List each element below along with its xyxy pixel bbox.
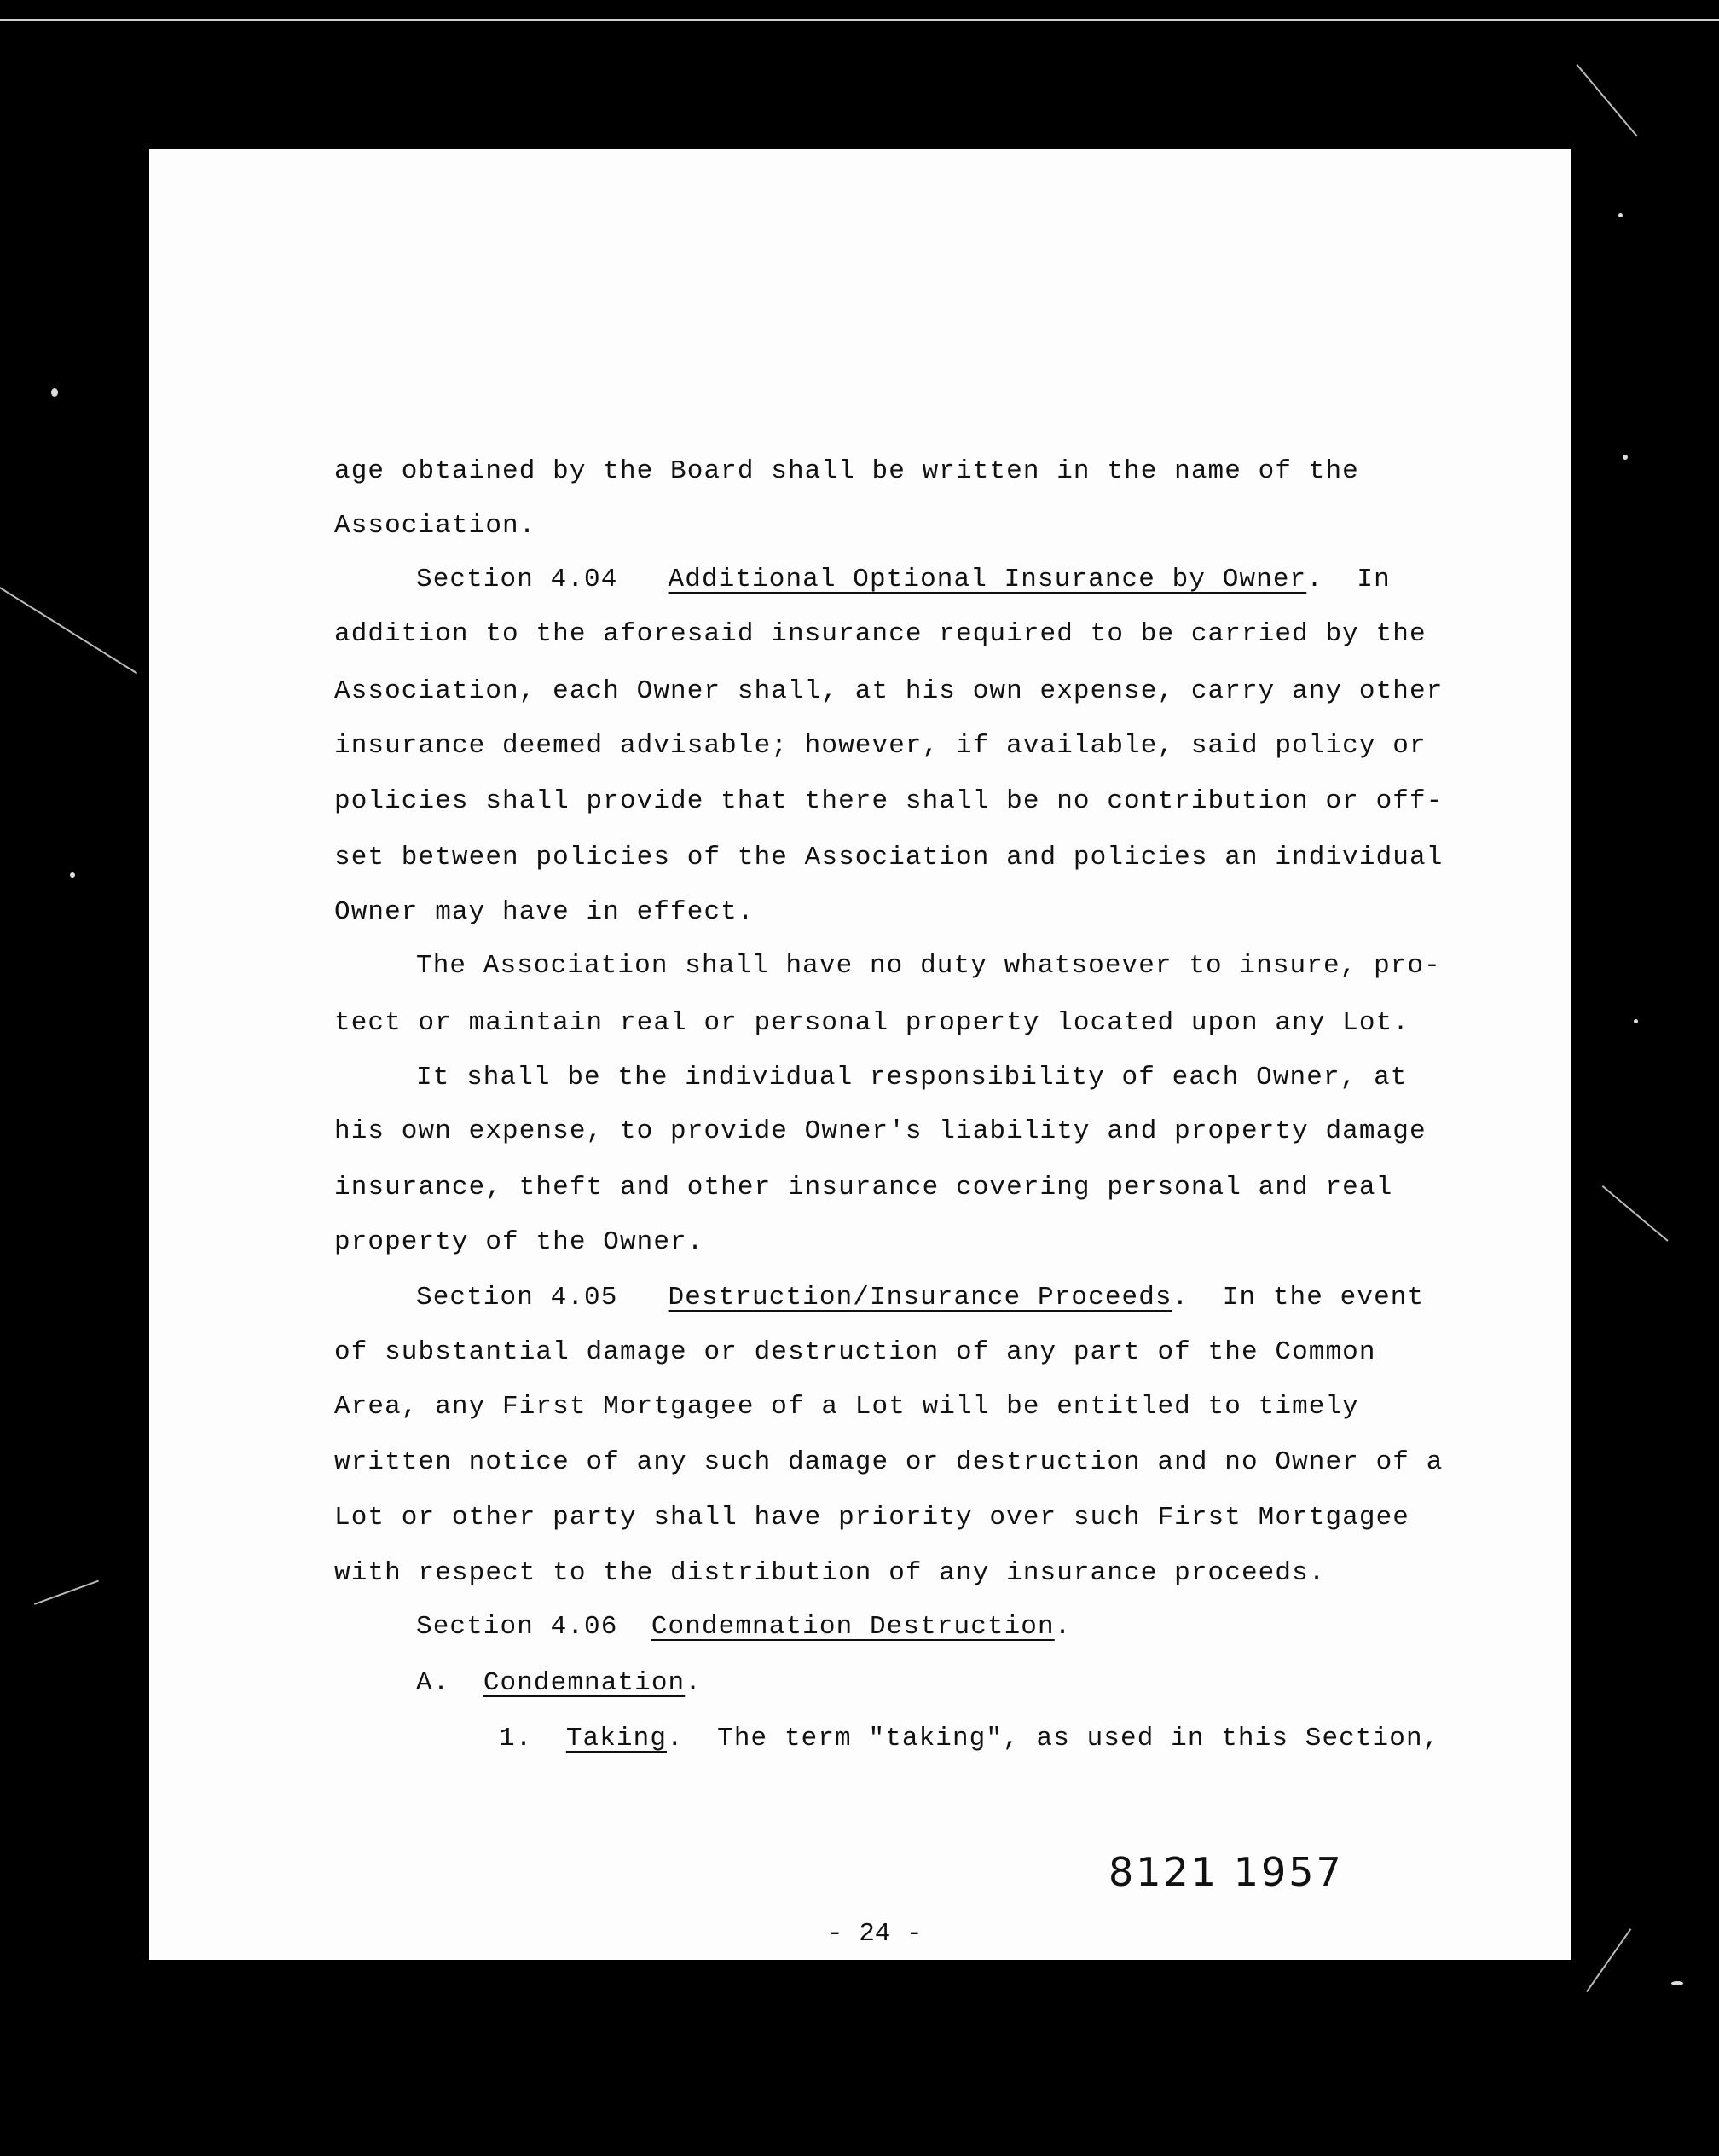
subsection-title: Condemnation xyxy=(483,1668,686,1698)
scan-speck xyxy=(1671,1981,1683,1985)
scan-speck xyxy=(1623,455,1628,460)
text-line: his own expense, to provide Owner's liability and property damage xyxy=(334,1116,1427,1146)
section-title: Destruction/Insurance Proceeds xyxy=(668,1283,1172,1313)
text-line: The Association shall have no duty whatsoever to insure, pro- xyxy=(416,951,1441,981)
text-line: policies shall provide that there shall be no contribution or off- xyxy=(334,786,1444,816)
item-title: Taking xyxy=(565,1724,668,1753)
page-number: - 24 - xyxy=(827,1919,923,1949)
text-line: insurance, theft and other insurance covering personal and real xyxy=(334,1173,1393,1203)
text-fragment: . In xyxy=(1306,565,1391,594)
text-line: age obtained by the Board shall be written in the name of the xyxy=(334,456,1359,486)
subsection-a-heading xyxy=(416,1666,702,1701)
text-fragment: . In the event xyxy=(1172,1283,1425,1313)
section-title: Condemnation Destruction xyxy=(651,1612,1055,1642)
section-number: Section 4.06 xyxy=(416,1612,618,1642)
scan-speck xyxy=(70,872,75,878)
text-line: with respect to the distribution of any insurance proceeds. xyxy=(334,1558,1326,1588)
scan-scratch xyxy=(1602,1185,1669,1242)
text-line: written notice of any such damage or destruction and no Owner of a xyxy=(334,1447,1444,1477)
scan-edge-rule xyxy=(0,19,1719,21)
section-4-06-heading xyxy=(416,1610,1071,1644)
text-line: Area, any First Mortgagee of a Lot will be entitled to timely xyxy=(334,1392,1359,1422)
text-line: set between policies of the Association and policies an individual xyxy=(334,843,1444,872)
text-line: of substantial damage or destruction of any part of the Common xyxy=(334,1337,1376,1367)
scan-scratch xyxy=(1586,1928,1631,1992)
text-line: It shall be the individual responsibility of each Owner, at xyxy=(416,1063,1408,1092)
text-fragment: . xyxy=(685,1668,702,1698)
subsection-label: A. xyxy=(416,1668,450,1698)
text-line: property of the Owner. xyxy=(334,1227,704,1257)
text-fragment: . xyxy=(1054,1612,1072,1642)
scan-speck xyxy=(51,388,58,397)
text-line: Association. xyxy=(334,511,536,541)
text-line: tect or maintain real or personal property located upon any Lot. xyxy=(334,1008,1409,1038)
item-1-heading xyxy=(499,1722,1439,1756)
scan-scratch xyxy=(1576,64,1637,137)
item-label: 1. xyxy=(499,1724,533,1753)
text-line: Lot or other party shall have priority over such First Mortgagee xyxy=(334,1503,1409,1533)
document-page xyxy=(149,149,1571,1960)
record-number-stamp: 8121 1957 xyxy=(1108,1849,1344,1895)
scan-speck xyxy=(1618,213,1623,217)
section-number: Section 4.05 xyxy=(416,1283,618,1313)
text-line: Owner may have in effect. xyxy=(334,897,755,927)
section-4-04-heading xyxy=(416,563,1391,597)
section-title: Additional Optional Insurance by Owner xyxy=(668,565,1307,594)
section-4-05-heading xyxy=(416,1281,1424,1315)
text-fragment: . The term "taking", as used in this Section, xyxy=(667,1724,1440,1753)
scan-scratch xyxy=(0,587,137,674)
text-line: insurance deemed advisable; however, if available, said policy or xyxy=(334,731,1427,761)
section-number: Section 4.04 xyxy=(416,565,618,594)
scan-speck xyxy=(1634,1019,1638,1023)
text-line: Association, each Owner shall, at his own expense, carry any other xyxy=(334,676,1444,706)
scan-scratch xyxy=(34,1580,99,1605)
text-line: addition to the aforesaid insurance required to be carried by the xyxy=(334,619,1427,649)
